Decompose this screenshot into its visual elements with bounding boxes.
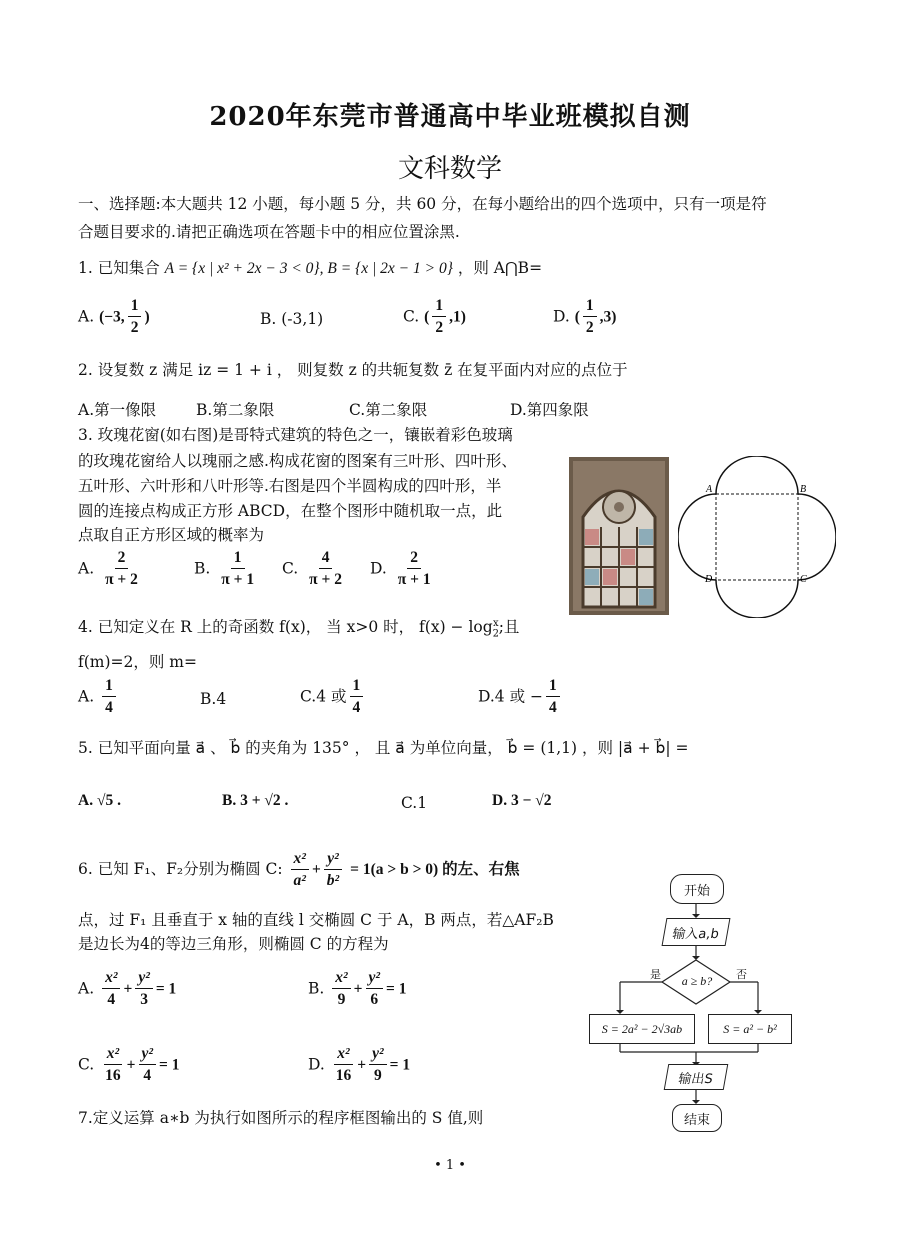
section-instructions-line1: 一、选择题:本大题共 12 小题，每小题 5 分，共 60 分，在每小题给出的四个选项中，只有一项是符 (78, 195, 767, 213)
q3-option-a-num: 2 (115, 548, 129, 569)
q1-option-a-pre: (−3, (99, 308, 125, 326)
q4-option-c-pre: C.4 或 (300, 687, 347, 706)
q4-line2: f(m)=2，则 m= (78, 653, 197, 671)
q3-option-c (282, 548, 348, 591)
q6-option-a-x (102, 968, 120, 1011)
q6-option-c-x-num: x² (104, 1044, 122, 1065)
q5-stem: 5. 已知平面向量 a⃗ 、 b⃗ 的夹角为 135° ， 且 a⃗ 为单位向量， b⃗ = (1,1) ，则 |a⃗ + b⃗| = (78, 739, 689, 757)
q1-option-a-den: 2 (130, 319, 139, 336)
q7-stem: 7.定义运算 a∗b 为执行如图所示的程序框图输出的 S 值,则 (78, 1109, 484, 1127)
q3-line5: 点取自正方形区域的概率为 (78, 526, 265, 544)
q5-option-b: B. 3 + √2 . (222, 792, 289, 809)
q4-option-c-num: 1 (350, 676, 364, 697)
q3-option-d-den: π + 1 (397, 571, 431, 588)
q2-stem: 2. 设复数 z 满足 iz = 1 + i ， 则复数 z 的共轭复数 z̄ 在复平面内对应的点位于 (78, 361, 628, 379)
q6-option-a-y (135, 968, 153, 1011)
q1-option-d-frac (583, 296, 597, 339)
q1-option-a-num: 1 (128, 296, 142, 317)
q3-line2: 的玫瑰花窗给人以瑰丽之感.构成花窗的图案有三叶形、四叶形、 (78, 452, 517, 470)
q4-option-d-pre: D.4 或 − (478, 687, 544, 706)
q1-option-c-label: C. (403, 307, 420, 326)
q6-line3: 是边长为4的等边三角形，则椭圆 C 的方程为 (78, 935, 389, 953)
q1-option-a (78, 296, 150, 339)
q6-option-b-plus: + (353, 980, 363, 998)
q3-option-c-num: 4 (319, 548, 333, 569)
q4-option-d-frac (546, 676, 560, 719)
q6-ellipse-x-den: a² (293, 871, 306, 889)
q4-option-a-frac (102, 676, 116, 719)
q6-option-b-x-den: 9 (337, 991, 346, 1008)
q4-stem-text: 4. 已知定义在 R 上的奇函数 f(x)， 当 x>0 时， f(x) − log (78, 618, 493, 637)
q6-option-b-x (332, 968, 350, 1011)
q1-set-b: , B = {x | 2x − 1 > 0} (319, 260, 453, 277)
q6-option-c (78, 1044, 180, 1087)
q1-stem-b: ，则 A⋂B= (457, 259, 543, 277)
page-number: • 1 • (434, 1158, 466, 1173)
q1-option-c-frac (432, 296, 446, 339)
q3-option-d (370, 548, 437, 591)
q3-option-b-frac (218, 548, 257, 591)
q4-option-a (78, 676, 119, 719)
q6-option-b-y-num: y² (366, 968, 384, 989)
fig-label-c: C (800, 574, 807, 585)
q3-option-a (78, 548, 144, 591)
q6-option-b (308, 968, 407, 1011)
q6-stem-b: = 1(a > b > 0) 的左、右焦 (350, 861, 520, 878)
q6-option-a-y-num: y² (135, 968, 153, 989)
q1-stem-a: 1. 已知集合 (78, 259, 160, 277)
q4-stem (78, 614, 519, 644)
page-title: 2020年东莞市普通高中毕业班模拟自测 (209, 102, 691, 132)
fig-label-a: A (706, 484, 713, 495)
q6-ellipse-x-num: x² (291, 849, 309, 870)
q1-set-a: A = {x | x² + 2x − 3 < 0} (164, 260, 320, 277)
q4-option-c-frac (350, 676, 364, 719)
q6-option-c-y-num: y² (139, 1044, 157, 1065)
q6-option-a-plus: + (123, 980, 133, 998)
q6-stem (78, 846, 520, 893)
q1-option-b: B. (-3,1) (260, 310, 324, 328)
fig-label-b: B (800, 484, 807, 495)
q1-option-d (553, 296, 616, 339)
q3-line4: 圆的连接点构成正方形 ABCD，在整个图形中随机取一点，此 (78, 502, 503, 520)
q4-option-a-label: A. (78, 687, 95, 706)
q1-stem (78, 258, 542, 279)
q4-option-a-den: 4 (105, 699, 113, 716)
q6-option-d-y-den: 9 (373, 1067, 382, 1084)
q6-option-a (78, 968, 176, 1011)
q6-stem-a: 6. 已知 F₁、F₂分别为椭圆 C: (78, 860, 283, 878)
q2-option-a: A.第一像限 (78, 401, 157, 419)
q6-option-d-y (369, 1044, 387, 1087)
q6-option-d-x-den: 16 (335, 1067, 352, 1084)
q6-option-b-y-den: 6 (370, 991, 379, 1008)
q1-option-d-pre: ( (574, 308, 580, 326)
q6-option-c-label: C. (78, 1055, 95, 1074)
q3-option-d-num: 2 (407, 548, 421, 569)
flowchart-condition: a ≥ b? (681, 974, 713, 988)
q6-ellipse-y-num: y² (324, 849, 342, 870)
q3-option-c-frac (306, 548, 345, 591)
q4-option-c (300, 676, 366, 719)
q1-option-d-post: ,3) (599, 308, 617, 326)
q4-option-b: B.4 (200, 690, 227, 708)
q3-option-d-label: D. (370, 559, 387, 578)
q6-option-d-plus: + (357, 1056, 367, 1074)
flowchart-right-box: S = a² − b² (708, 1014, 792, 1044)
q6-option-a-x-den: 4 (107, 991, 116, 1008)
q3-line1: 3. 玫瑰花窗(如右图)是哥特式建筑的特色之一，镶嵌着彩色玻璃 (78, 426, 513, 444)
q3-option-b-label: B. (194, 559, 211, 578)
q4-log-base: 2 (492, 628, 500, 640)
q6-option-d-x-num: x² (334, 1044, 352, 1065)
q6-option-d-label: D. (308, 1055, 325, 1074)
section-instructions-line2: 合题目要求的.请把正确选项在答题卡中的相应位置涂黑. (78, 223, 460, 241)
q5-option-d: D. 3 − √2 (492, 792, 552, 809)
q6-option-b-y (366, 968, 384, 1011)
q6-option-c-x-den: 16 (105, 1067, 121, 1084)
flowchart-lines (580, 870, 800, 1140)
q3-option-a-label: A. (78, 559, 95, 578)
flowchart-end: 结束 (672, 1104, 722, 1132)
q1-option-d-den: 2 (585, 319, 594, 336)
q6-option-d-x (333, 1044, 355, 1087)
q3-option-b-num: 1 (231, 548, 245, 569)
q6-option-d-y-num: y² (369, 1044, 387, 1065)
q6-ellipse-y (324, 849, 342, 892)
q4-option-d-num: 1 (546, 676, 560, 697)
q2-option-c: C.第二象限 (349, 401, 428, 419)
flowchart-start: 开始 (670, 874, 724, 904)
q4-option-d-den: 4 (549, 699, 557, 716)
q3-option-b (194, 548, 260, 591)
q4-option-c-den: 4 (352, 699, 361, 716)
q4-stem-end: ;且 (498, 618, 520, 637)
q1-option-c-num: 1 (432, 296, 446, 317)
q5-option-c: C.1 (401, 794, 428, 812)
q6-line2: 点，过 F₁ 且垂直于 x 轴的直线 l 交椭圆 C 于 A，B 两点，若△AF₂B (78, 911, 554, 929)
q2-option-b: B.第二象限 (196, 401, 275, 419)
q3-option-c-label: C. (282, 559, 299, 578)
q5-option-a: A. √5 . (78, 792, 121, 809)
q6-option-d (308, 1044, 410, 1087)
q1-option-a-frac (128, 296, 142, 339)
q6-ellipse-y-den: b² (326, 871, 340, 889)
q6-option-d-eq: = 1 (389, 1056, 411, 1074)
q1-option-d-num: 1 (583, 296, 597, 317)
q3-option-a-frac (102, 548, 141, 591)
flowchart-no-label: 否 (736, 968, 747, 981)
flowchart-yes-label: 是 (650, 968, 661, 981)
q3-option-d-frac (395, 548, 434, 591)
q6-option-a-x-num: x² (102, 968, 120, 989)
q1-option-c-pre: ( (424, 308, 430, 326)
q6-option-b-label: B. (308, 979, 325, 998)
q6-option-b-x-num: x² (332, 968, 350, 989)
q6-option-c-x (102, 1044, 124, 1087)
q6-option-c-y-den: 4 (143, 1067, 152, 1084)
q6-option-a-y-den: 3 (140, 991, 148, 1008)
flowchart-input: 输入a,b (662, 918, 731, 946)
q6-ellipse-x (291, 849, 309, 892)
q3-option-c-den: π + 2 (309, 571, 342, 588)
q4-log-arg: x (493, 618, 499, 629)
fig-label-d: D (705, 574, 713, 585)
q6-plus: + (311, 861, 321, 878)
rose-window-photo (569, 457, 669, 615)
q1-option-c-den: 2 (435, 319, 444, 336)
q6-option-a-label: A. (78, 979, 95, 998)
q1-option-d-label: D. (553, 307, 570, 326)
q1-option-c (403, 296, 466, 339)
q4-option-d (478, 676, 563, 719)
q3-option-b-den: π + 1 (221, 571, 255, 588)
flowchart-output: 输出S (664, 1064, 729, 1090)
q3-option-a-den: π + 2 (105, 571, 138, 588)
q1-option-a-post: ) (144, 308, 150, 326)
q6-option-c-plus: + (126, 1056, 136, 1074)
four-leaf-figure (678, 456, 836, 618)
q6-option-c-y (139, 1044, 157, 1087)
page-subtitle: 文科数学 (397, 154, 502, 184)
q6-option-b-eq: = 1 (386, 980, 407, 998)
flowchart-left-box: S = 2a² − 2√3ab (589, 1014, 695, 1044)
q3-line3: 五叶形、六叶形和八叶形等.右图是四个半圆构成的四叶形，半 (78, 477, 502, 495)
q1-option-a-label: A. (78, 307, 95, 326)
q6-option-a-eq: = 1 (155, 980, 177, 998)
q6-option-c-eq: = 1 (159, 1056, 180, 1074)
q4-option-a-num: 1 (102, 676, 116, 697)
q2-option-d: D.第四象限 (510, 401, 589, 419)
q1-option-c-post: ,1) (449, 308, 466, 326)
